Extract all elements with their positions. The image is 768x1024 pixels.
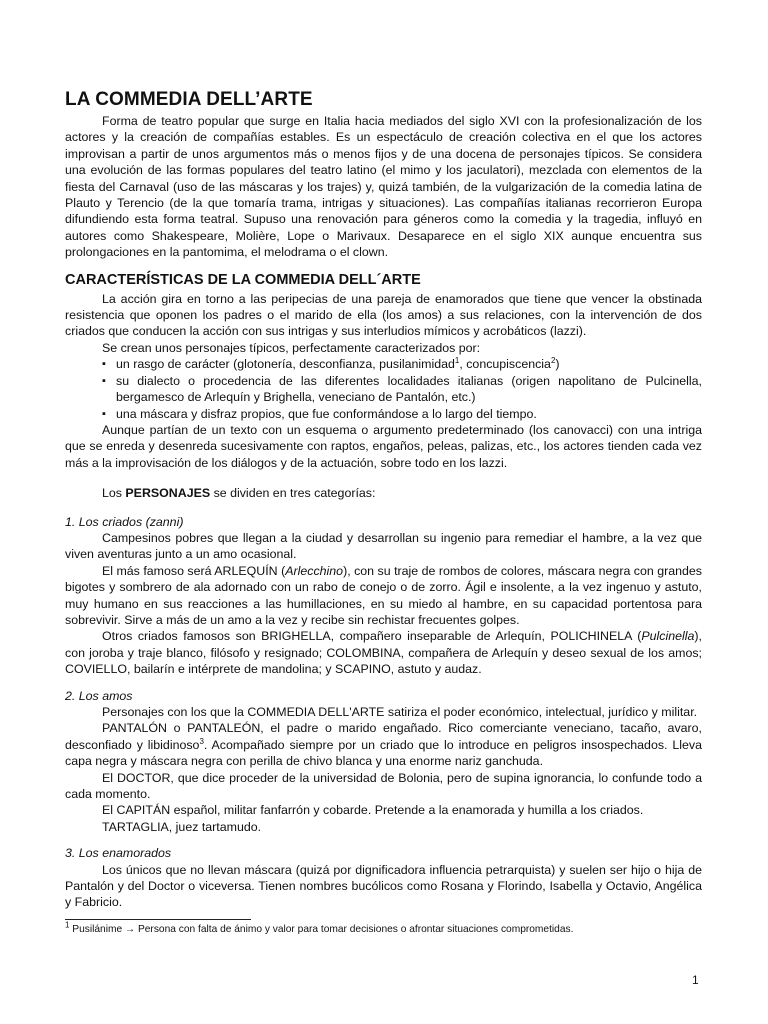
footnote: $^1$ Pusilánime → Persona con falta de ánimo y valor para tomar decisiones o afrontar situaciones comprometidas.: [65, 920, 574, 935]
enamorados-heading: 3. Los enamorados: [65, 846, 172, 861]
amos-heading: 2. Los amos: [65, 688, 133, 703]
enamorados-paragraph-1: Los únicos que no llevan máscara (quizá por dignificadora influencia petrarquista) y suelen ser hijo o hija de Pantalón y del Doctor o viceversa. Tienen nombres bucólicos como Rosana y Florindo, Isabella y Octavio, Angélica y Fabricio.: [65, 862, 702, 910]
traits-list: [65, 356, 702, 422]
section-title: CARACTERÍSTICAS DE LA COMMEDIA DELL´ARTE: [65, 271, 421, 288]
criados-paragraph-1: Campesinos pobres que llegan a la ciudad y desarrollan su ingenio para remediar el hambre, a la vez que viven aventuras junto a un amo ocasional.: [65, 530, 702, 562]
document-page: [65, 90, 702, 936]
intro-paragraph: Forma de teatro popular que surge en Italia hacia mediados del siglo XVI con la profesionalización de los actores y la creación de compañías estables. Es un espectáculo de creación colectiva en el que los actores improvisan a partir de unos argumentos más o menos fijos y de una docena de personajes típicos. Se considera una evolución de las formas populares del teatro latino (el mimo y los jaculatori), mezclada con elementos de la fiesta del Carnaval (uso de las máscaras y los trajes) y, quizá también, de la vulgarización de la comedia latina de Plauto y Terencio (de la que tomaría trama, intrigas y situaciones). Las compañías italianas recorrieron Europa difundiendo esta forma teatral. Supuso una renovación para géneros como la comedia y la tragedia, influyó en autores como Shakespeare, Molière, Lope o Marivaux. Desaparece en el siglo XIX aunque encuentra sus prolongaciones en la pantomima, el melodrama o el clown.: [65, 114, 702, 260]
characteristics-paragraph-3: Aunque partían de un texto con un esquema o argumento predeterminado (los canovacci) con una intriga que se enreda y desenreda sucesivamente con raptos, engaños, peleas, palizas, etc., los actores tienden cada vez más a la improvisación de los diálogos y de la actuación, sobre todo en los lazzi.: [65, 422, 702, 470]
list-item: ▪ un rasgo de carácter (glotonería, desconfianza, pusilanimidad$^1$, concupiscencia$^2$): [102, 356, 702, 372]
criados-heading: 1. Los criados (zanni): [65, 514, 184, 529]
amos-paragraph-4: El CAPITÁN español, militar fanfarrón y cobarde. Pretende a la enamorada y humilla a los criados.: [102, 803, 644, 818]
document-title: LA COMMEDIA DELL’ARTE: [65, 89, 313, 110]
personajes-intro: Los PERSONAJES se dividen en tres categorías:: [102, 486, 376, 501]
footnote-divider: [65, 919, 251, 920]
criados-paragraph-3: Otros criados famosos son BRIGHELLA, compañero inseparable de Arlequín, POLICHINELA (Pulcinella), con joroba y traje blanco, filósofo y resignado; COLOMBINA, compañera de Arlequín y deseo sexual de los amos; COVIELLO, bailarín e intérprete de mandolina; y SCAPINO, astuto y audaz.: [65, 629, 702, 677]
amos-paragraph-1: Personajes con los que la COMMEDIA DELL'ARTE satiriza el poder económico, intelectual, jurídico y militar.: [102, 705, 698, 719]
amos-paragraph-5: TARTAGLIA, juez tartamudo.: [102, 819, 262, 834]
criados-paragraph-2: El más famoso será ARLEQUÍN (Arlecchino), con su traje de rombos de colores, máscara negra con grandes bigotes y sombrero de ala adornado con un rabo de conejo o de zorro. Ágil e insolente, a la vez ingenuo y astuto, muy humano en sus reacciones a las humillaciones, en su miedo al hambre, en su capacidad portentosa para sobrevivir. Sirve a más de un amo a la vez y recibe sin rechistar frecuentes golpes.: [65, 563, 703, 627]
amos-paragraph-2: PANTALÓN o PANTALEÓN, el padre o marido engañado. Rico comerciante veneciano, tacaño, avaro, desconfiado y libidinoso$^3$. Acompañado siempre por un criado que lo introduce en peligros insospechados. Lleva capa negra y máscara negra con perilla de chivo blanca y una enorme nariz ganchuda.: [65, 721, 702, 769]
characteristics-paragraph-2: Se crean unos personajes típicos, perfectamente caracterizados por:: [102, 340, 481, 355]
list-item: ▪ su dialecto o procedencia de las diferentes localidades italianas (origen napolitano de Pulcinella, bergamesco de Arlequín y Brighella, veneciano de Pantalón, etc.): [102, 373, 702, 406]
characteristics-paragraph-1: La acción gira en torno a las peripecias de una pareja de enamorados que tiene que vencer la obstinada resistencia que oponen los padres o el marido de ella (los amos) a sus relaciones, con la intervención de dos criados que conducen la acción con sus intrigas y sus interludios mímicos y acrobáticos (lazzi).: [65, 291, 702, 339]
list-item: ▪ una máscara y disfraz propios, que fue conformándose a lo largo del tiempo.: [102, 406, 702, 422]
amos-paragraph-3: El DOCTOR, que dice proceder de la universidad de Bolonia, pero de supina ignorancia, lo confunde todo a cada momento.: [65, 770, 702, 802]
page-number: 1: [692, 973, 699, 987]
